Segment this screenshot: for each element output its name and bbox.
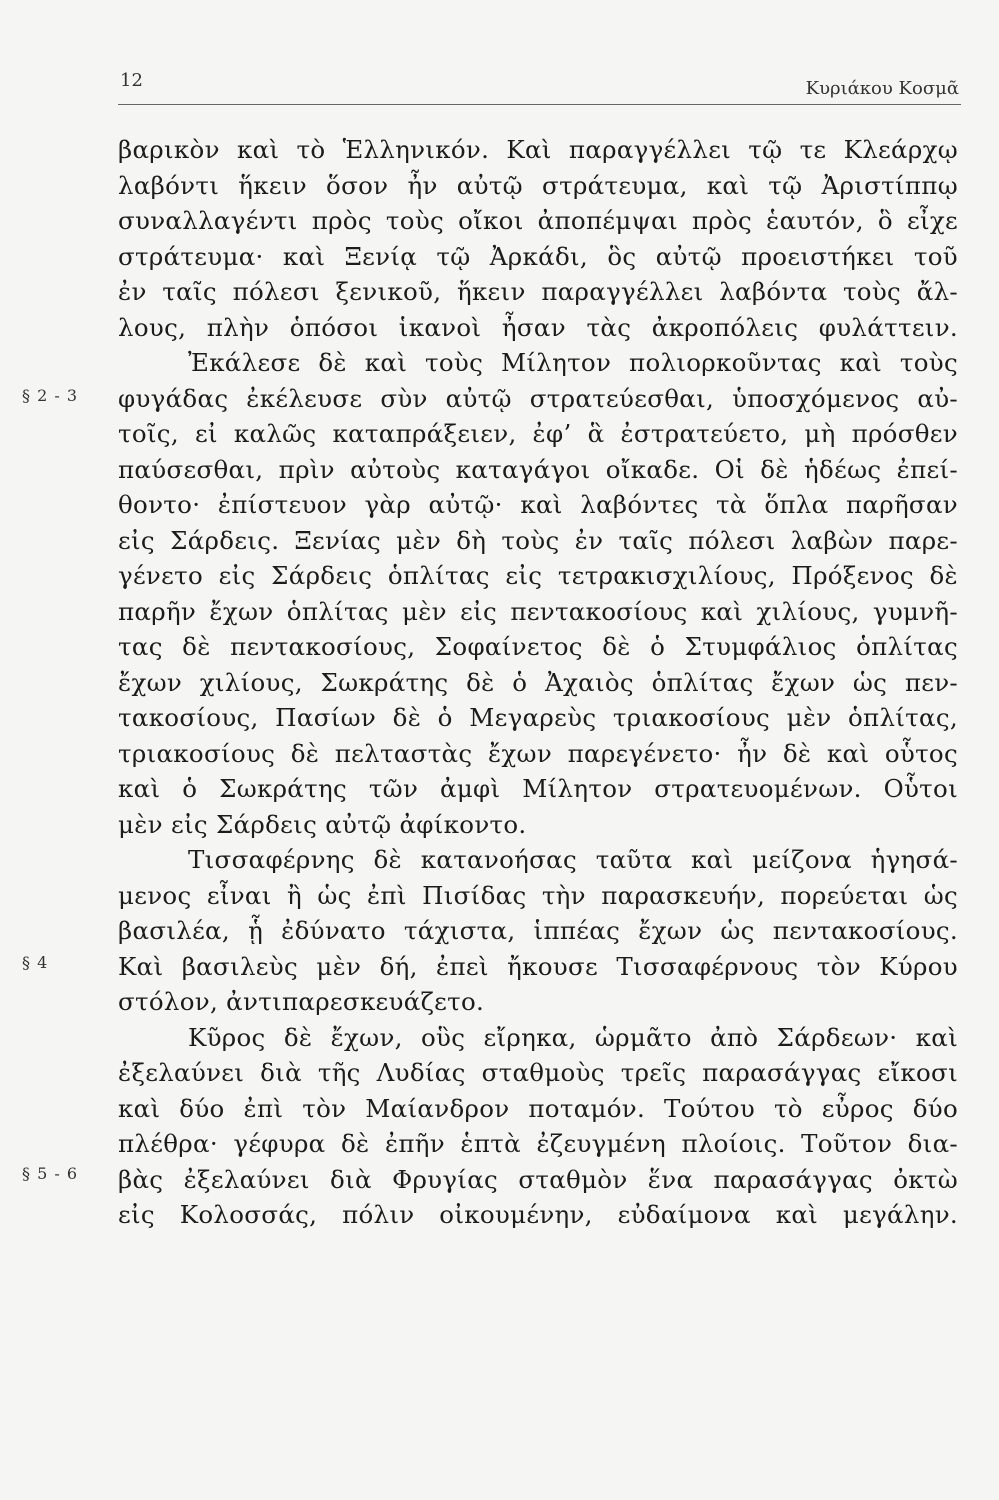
text-line: τοῖς, εἰ καλῶς καταπράξειεν, ἐφ’ ἃ ἐστρατεύετο, μὴ πρόσθεν — [118, 419, 958, 448]
text-line: Καὶ βασιλεὺς μὲν δή, ἐπεὶ ἤκουσε Τισσαφέρνους τὸν Κύρου — [118, 951, 958, 981]
text-line: τας δὲ πεντακοσίους, Σοφαίνετος δὲ ὁ Στυμφάλιος ὁπλίτας — [118, 632, 958, 661]
text-line: μὲν εἰς Σάρδεις αὐτῷ ἀφίκοντο. — [118, 809, 527, 839]
text-line: καὶ ὁ Σωκράτης τῶν ἀμφὶ Μίλητον στρατευομένων. Οὗτοι — [118, 774, 958, 803]
text-line: συναλλαγέντι πρὸς τοὺς οἴκοι ἀποπέμψαι πρὸς ἑαυτόν, ὃ εἶχε — [118, 206, 958, 235]
text-line: εἰς Σάρδεις. Ξενίας μὲν δὴ τοὺς ἐν ταῖς πόλεσι λαβὼν παρε- — [118, 525, 958, 555]
running-title: Κυριάκου Κοσμᾶ — [805, 78, 959, 99]
text-line: πλέθρα· γέφυρα δὲ ἐπῆν ἑπτὰ ἐζευγμένη πλοίοις. Τοῦτον δια- — [118, 1129, 958, 1158]
body-text — [118, 132, 958, 1233]
text-line: μενος εἶναι ἢ ὡς ἐπὶ Πισίδας τὴν παρασκευήν, πορεύεται ὡς — [118, 880, 958, 910]
text-line: καὶ δύο ἐπὶ τὸν Μαίανδρον ποταμόν. Τούτου τὸ εὖρος δύο — [118, 1093, 958, 1123]
margin-note-section-5-6: § 5 - 6 — [22, 1164, 79, 1183]
text-line: βὰς ἐξελαύνει διὰ Φρυγίας σταθμὸν ἕνα παρασάγγας ὀκτὼ — [118, 1164, 958, 1194]
text-line: ἔχων χιλίους, Σωκράτης δὲ ὁ Ἀχαιὸς ὁπλίτας ἔχων ὡς πεν- — [118, 667, 958, 697]
text-line: φυγάδας ἐκέλευσε σὺν αὐτῷ στρατεύεσθαι, ὑποσχόμενος αὐ- — [118, 383, 958, 413]
text-line: γένετο εἰς Σάρδεις ὁπλίτας εἰς τετρακισχιλίους, Πρόξενος δὲ — [118, 561, 958, 590]
margin-note-section-2-3: § 2 - 3 — [22, 386, 79, 405]
text-line: παρῆν ἔχων ὁπλίτας μὲν εἰς πεντακοσίους καὶ χιλίους, γυμνῆ- — [118, 596, 958, 626]
text-line: ἐν ταῖς πόλεσι ξενικοῦ, ἥκειν παραγγέλλει λαβόντα τοὺς ἄλ- — [118, 277, 958, 306]
text-line: παύσεσθαι, πρὶν αὐτοὺς καταγάγοι οἴκαδε. Οἱ δὲ ἡδέως ἐπεί- — [118, 454, 958, 484]
text-line: βαρικὸν καὶ τὸ Ἑλληνικόν. Καὶ παραγγέλλει τῷ τε Κλεάρχῳ — [118, 135, 958, 164]
text-line: τριακοσίους δὲ πελταστὰς ἔχων παρεγένετο· ἦν δὲ καὶ οὗτος — [118, 738, 958, 768]
text-line: βασιλέα, ᾗ ἐδύνατο τάχιστα, ἱππέας ἔχων ὡς πεντακοσίους. — [118, 916, 958, 945]
text-line: στράτευμα· καὶ Ξενίᾳ τῷ Ἀρκάδι, ὃς αὐτῷ προειστήκει τοῦ — [118, 241, 958, 271]
text-line: θοντο· ἐπίστευον γὰρ αὐτῷ· καὶ λαβόντες τὰ ὅπλα παρῆσαν — [118, 490, 958, 519]
page-number: 12 — [120, 70, 143, 91]
text-line: τακοσίους, Πασίων δὲ ὁ Μεγαρεὺς τριακοσίους μὲν ὁπλίτας, — [118, 703, 958, 732]
text-line: λαβόντι ἥκειν ὅσον ἦν αὐτῷ στράτευμα, καὶ τῷ Ἀριστίππῳ — [118, 170, 958, 200]
text-line: Ἐκάλεσε δὲ καὶ τοὺς Μίλητον πολιορκοῦντας καὶ τοὺς — [188, 348, 958, 377]
text-line: Κῦρος δὲ ἔχων, οὓς εἴρηκα, ὡρμᾶτο ἀπὸ Σάρδεων· καὶ — [188, 1022, 958, 1052]
text-line: στόλον, ἀντιπαρεσκευάζετο. — [118, 987, 485, 1016]
text-line: εἰς Κολοσσάς, πόλιν οἰκουμένην, εὐδαίμονα καὶ μεγάλην. — [118, 1200, 958, 1229]
text-line: ἐξελαύνει διὰ τῆς Λυδίας σταθμοὺς τρεῖς παρασάγγας εἴκοσι — [118, 1058, 958, 1087]
text-line: Τισσαφέρνης δὲ κατανοήσας ταῦτα καὶ μείζονα ἡγησά- — [188, 845, 958, 874]
margin-note-section-4: § 4 — [22, 953, 49, 972]
text-line: λους, πλὴν ὁπόσοι ἱκανοὶ ἦσαν τὰς ἀκροπόλεις φυλάττειν. — [118, 312, 958, 342]
header-rule — [118, 104, 961, 105]
